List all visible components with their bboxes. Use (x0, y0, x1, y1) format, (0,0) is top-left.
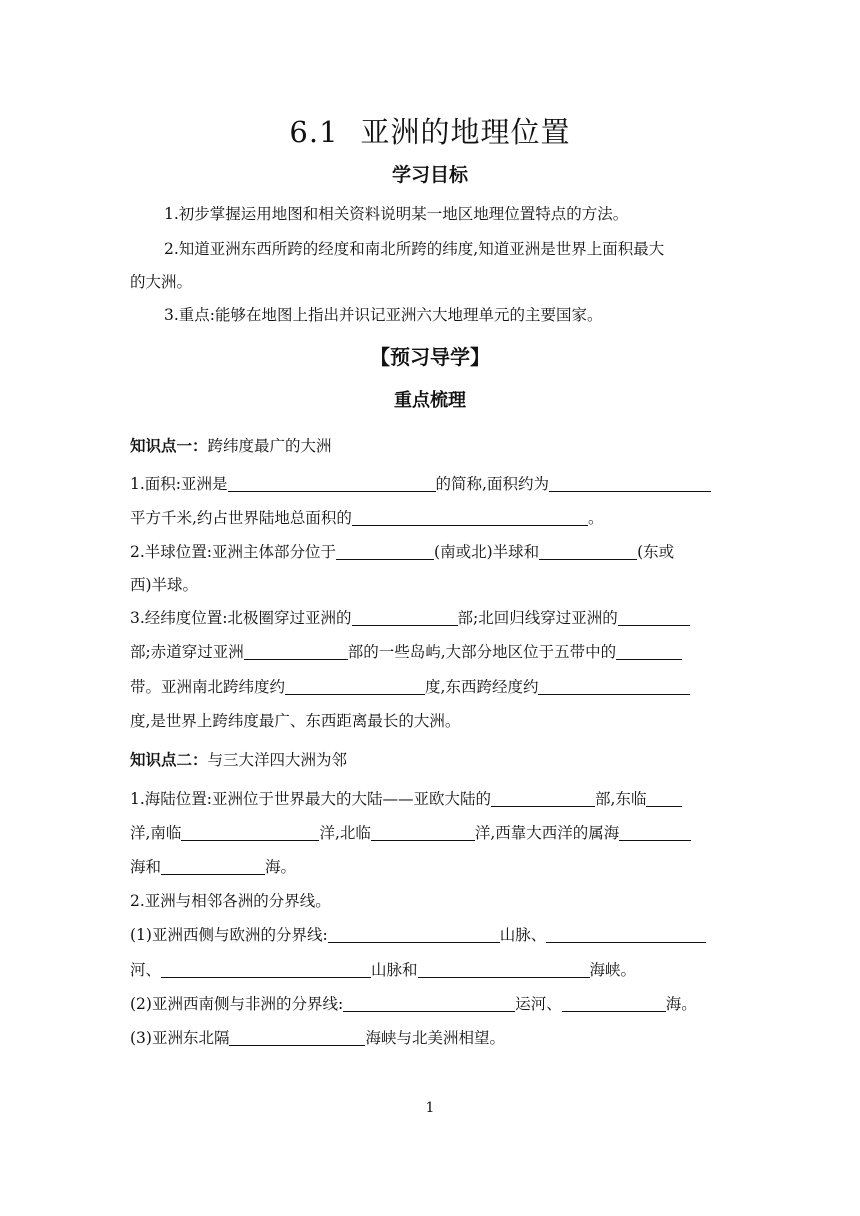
objective-2-line1: 2.知道亚洲东西所跨的经度和南北所跨的纬度,知道亚洲是世界上面积最大 (164, 240, 665, 258)
fill-blank[interactable] (549, 475, 711, 492)
kp1-label: 知识点一： (130, 437, 208, 455)
section-number: 6.1 (289, 115, 339, 149)
kp2-header (130, 748, 347, 770)
objective-2-line2: 的大洲。 (130, 273, 193, 291)
preview-heading: 【预习导学】 (370, 345, 490, 369)
fill-blank[interactable] (244, 643, 348, 660)
fill-blank[interactable] (229, 1029, 365, 1046)
fill-blank[interactable] (616, 643, 682, 660)
fill-blank[interactable] (343, 995, 515, 1012)
kp2-line-4: 2.亚洲与相邻各洲的分界线。 (130, 892, 331, 910)
kp2-line-7: (2)亚洲西南侧与非洲的分界线: 运河、 海。 (130, 995, 697, 1013)
kp1-line-2: 平方千米,约占世界陆地总面积的 。 (130, 509, 604, 527)
kp1-line-6: 部;赤道穿过亚洲 部的一些岛屿,大部分地区位于五带中的 (130, 640, 730, 662)
objectives-heading: 学习目标 (391, 164, 468, 186)
fill-blank[interactable] (538, 678, 690, 695)
key-points-heading: 重点梳理 (394, 390, 466, 411)
fill-blank[interactable] (328, 926, 500, 943)
kp2-line-1: 1.海陆位置:亚洲位于世界最大的大陆——亚欧大陆的 部,东临 (130, 787, 730, 809)
objective-3: 3.重点:能够在地图上指出并识记亚洲六大地理单元的主要国家。 (164, 306, 603, 324)
kp1-line-1: 1.面积:亚洲是 的简称,面积约为 (130, 472, 730, 494)
fill-blank[interactable] (562, 995, 666, 1012)
kp2-label: 知识点二： (130, 751, 208, 769)
fill-blank[interactable] (418, 961, 590, 978)
kp1-header (130, 434, 332, 456)
page-number: 1 (425, 1100, 435, 1116)
fill-blank[interactable] (371, 824, 475, 841)
kp2-title: 与三大洋四大洲为邻 (207, 751, 348, 769)
fill-blank[interactable] (161, 858, 265, 875)
kp1-line-8: 度,是世界上跨纬度最广、东西距离最长的大洲。 (130, 712, 461, 730)
fill-blank[interactable] (619, 824, 691, 841)
kp1-title: 跨纬度最广的大洲 (207, 437, 332, 455)
fill-blank[interactable] (352, 509, 588, 526)
fill-blank[interactable] (491, 790, 595, 807)
kp2-line-3: 海和 海。 (130, 858, 297, 876)
fill-blank[interactable] (228, 475, 436, 492)
fill-blank[interactable] (618, 609, 690, 626)
fill-blank[interactable] (285, 678, 425, 695)
kp2-line-6: 河、 山脉和 海峡。 (130, 961, 637, 979)
kp2-line-8: (3)亚洲东北隔 海峡与北美洲相望。 (130, 1029, 505, 1047)
section-title: 亚洲的地理位置 (360, 115, 571, 149)
fill-blank[interactable] (539, 543, 637, 560)
fill-blank[interactable] (546, 926, 706, 943)
kp2-line-5: (1)亚洲西侧与欧洲的分界线: 山脉、 (130, 923, 730, 945)
fill-blank[interactable] (336, 543, 434, 560)
fill-blank[interactable] (352, 609, 458, 626)
kp1-line-5: 3.经纬度位置:北极圈穿过亚洲的 部;北回归线穿过亚洲的 (130, 606, 730, 628)
page-title (0, 110, 860, 151)
kp1-line-3: 2.半球位置:亚洲主体部分位于 (南或北)半球和 (东或 (130, 543, 675, 561)
fill-blank[interactable] (181, 824, 319, 841)
objective-1: 1.初步掌握运用地图和相关资料说明某一地区地理位置特点的方法。 (164, 205, 629, 223)
kp1-line-7: 带。亚洲南北跨纬度约 度,东西跨经度约 (130, 675, 730, 697)
kp2-line-2: 洋,南临 洋,北临 洋,西靠大西洋的属海 (130, 821, 730, 843)
kp1-line-4: 西)半球。 (130, 576, 199, 594)
fill-blank[interactable] (646, 790, 682, 807)
fill-blank[interactable] (161, 961, 371, 978)
